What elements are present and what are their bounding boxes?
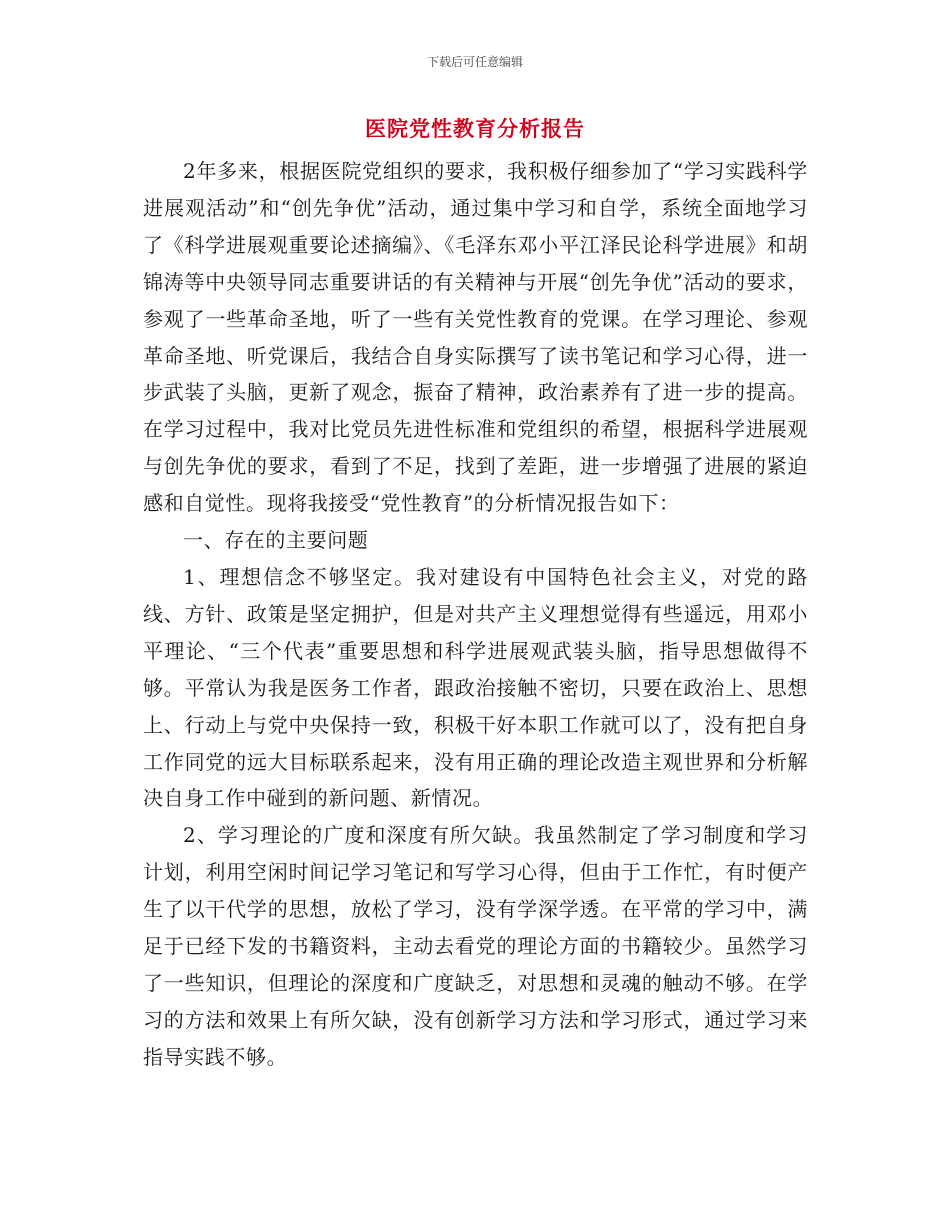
document-title: 医院党性教育分析报告 (365, 117, 585, 141)
paragraph-problem-1: 1、理想信念不够坚定。我对建设有中国特色社会主义，对党的路线、方针、政策是坚定拥护，但是对共产主义理想觉得有些遥远，用邓小平理论、“三个代表”重要思想和科学进展观武装头脑，指导思想做得不够。平常认为我是医务工作者，跟政治接触不密切，只要在政治上、思想上、行动上与党中央保持一致，积极干好本职工作就可以了，没有把自身工作同党的远大目标联系起来，没有用正确的理论改造主观世界和分析解决自身工作中碰到的新问题、新情况。 (143, 564, 808, 811)
section-heading-problems: 一、存在的主要问题 (183, 528, 369, 553)
document-body (143, 153, 808, 1076)
header-note: 下载后可任意编辑 (426, 55, 523, 69)
paragraph-problem-2: 2、学习理论的广度和深度有所欠缺。我虽然制定了学习制度和学习计划，利用空闲时间记学习笔记和写学习心得，但由于工作忙，有时便产生了以干代学的思想，放松了学习，没有学深学透。在平常的学习中，满足于已经下发的书籍资料，主动去看党的理论方面的书籍较少。虽然学习了一些知识，但理论的深度和广度缺乏，对思想和灵魂的触动不够。在学习的方法和效果上有所欠缺，没有创新学习方法和学习形式，通过学习来指导实践不够。 (143, 823, 808, 1069)
paragraph-intro: 2年多来，根据医院党组织的要求，我积极仔细参加了“学习实践科学进展观活动”和“创先争优”活动，通过集中学习和自学，系统全面地学习了《科学进展观重要论述摘编》、《毛泽东邓小平江泽民论科学进展》和胡锦涛等中央领导同志重要讲话的有关精神与开展“创先争优”活动的要求，参观了一些革命圣地，听了一些有关党性教育的党课。在学习理论、参观革命圣地、听党课后，我结合自身实际撰写了读书笔记和学习心得，进一步武装了头脑，更新了观念，振奋了精神，政治素养有了进一步的提高。在学习过程中，我对比党员先进性标准和党组织的希望，根据科学进展观与创先争优的要求，看到了不足，找到了差距，进一步增强了进展的紧迫感和自觉性。现将我接受“党性教育”的分析情况报告如下： (143, 159, 808, 516)
